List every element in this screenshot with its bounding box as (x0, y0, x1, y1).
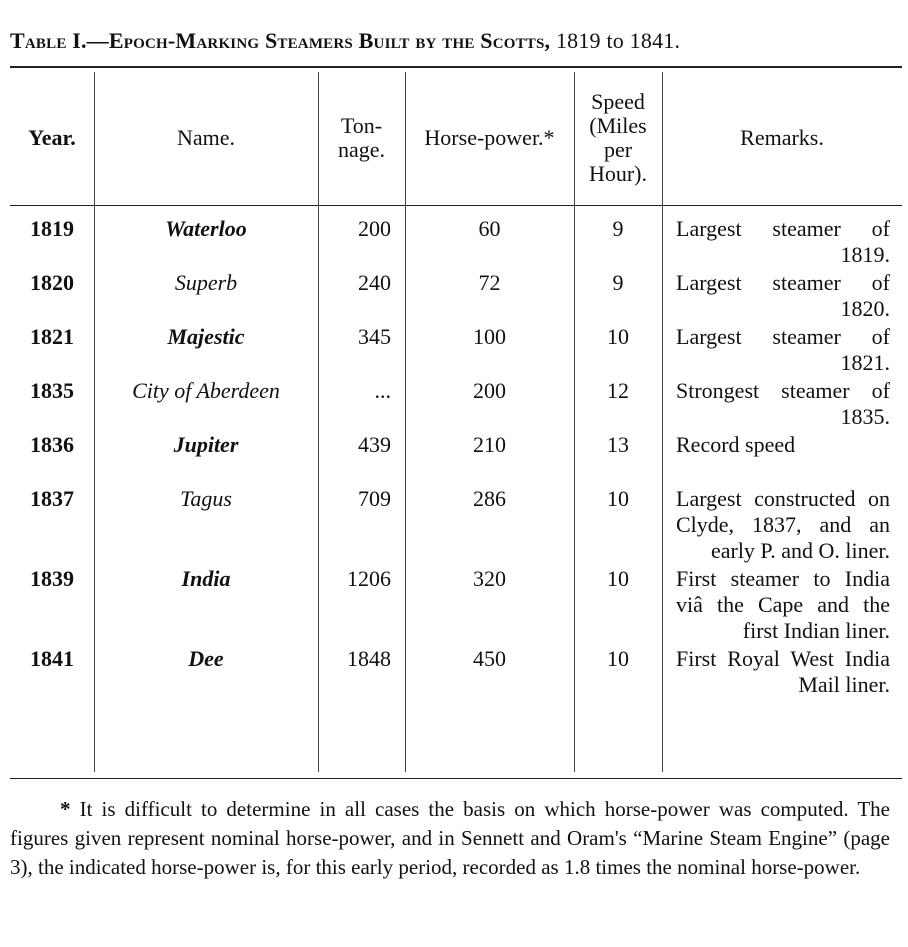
cell-tonnage: 200 (358, 216, 391, 241)
cell-year: 1819 (30, 216, 74, 241)
table-title-label: Table I.—Epoch-Marking Steamers Built by the Scotts, (10, 28, 551, 53)
cell-tonnage: 439 (358, 432, 391, 457)
header-tonnage: Ton-nage. (337, 113, 386, 162)
table-row (10, 566, 902, 646)
cell-tonnage: ... (374, 378, 391, 403)
cell-speed: 10 (607, 486, 629, 511)
cell-horse-power: 210 (473, 432, 506, 457)
table-row (10, 486, 902, 566)
cell-tonnage: 345 (358, 324, 391, 349)
cell-horse-power: 320 (473, 566, 506, 591)
cell-horse-power: 200 (473, 378, 506, 403)
cell-remarks: Largest constructed on Clyde, 1837, and an early P. and O. liner. (676, 486, 890, 563)
table-row (10, 432, 902, 486)
cell-speed: 9 (612, 216, 624, 241)
footnote-marker: * (60, 797, 71, 821)
cell-horse-power: 450 (473, 646, 506, 671)
cell-name: India (181, 566, 231, 591)
table-row (10, 324, 902, 378)
table-header-row (10, 72, 902, 204)
bottom-rule (10, 778, 902, 779)
header-speed: Speed (Miles per Hour). (588, 89, 648, 186)
header-remarks: Remarks. (740, 125, 824, 150)
header-year: Year. (28, 125, 76, 150)
cell-horse-power: 72 (478, 270, 501, 295)
cell-tonnage: 1206 (347, 566, 391, 591)
cell-name: Waterloo (165, 216, 247, 241)
top-rule (10, 66, 902, 68)
cell-speed: 12 (607, 378, 629, 403)
cell-name: City of Aberdeen (132, 378, 280, 403)
cell-year: 1821 (30, 324, 74, 349)
cell-year: 1835 (30, 378, 74, 403)
cell-tonnage: 709 (358, 486, 391, 511)
cell-speed: 10 (607, 566, 629, 591)
cell-remarks: Largest steamer of 1820. (676, 270, 890, 321)
cell-year: 1837 (30, 486, 74, 511)
cell-year: 1841 (30, 646, 74, 671)
header-name: Name. (176, 125, 236, 150)
cell-speed: 10 (607, 646, 629, 671)
table-title-years: 1819 to 1841. (555, 28, 681, 53)
cell-name: Superb (174, 270, 238, 295)
footnote-text: It is difficult to determine in all cases the basis on which horse-power was computed. The figures given represent nominal horse-power, and in Sennett and Oram's “Marine Steam Engine” (page 3), the indicated horse-power is, for this early period, recorded as 1.8 times the nominal horse-power. (10, 797, 891, 879)
cell-horse-power: 60 (478, 216, 501, 241)
cell-name: Tagus (180, 486, 232, 511)
table-row (10, 646, 902, 700)
table-row (10, 378, 902, 432)
cell-name: Majestic (167, 324, 245, 349)
cell-year: 1836 (30, 432, 74, 457)
cell-year: 1820 (30, 270, 74, 295)
cell-remarks: First Royal West India Mail liner. (676, 646, 890, 697)
cell-speed: 10 (607, 324, 629, 349)
cell-remarks: Strongest steamer of 1835. (676, 378, 890, 429)
cell-remarks: Largest steamer of 1821. (676, 324, 890, 375)
cell-tonnage: 1848 (347, 646, 391, 671)
table-row (10, 270, 902, 324)
cell-horse-power: 286 (473, 486, 506, 511)
cell-horse-power: 100 (473, 324, 506, 349)
footnote (10, 795, 890, 882)
cell-year: 1839 (30, 566, 74, 591)
table-row (10, 204, 902, 270)
steamers-table (10, 72, 902, 700)
cell-remarks: Largest steamer of 1819. (676, 216, 890, 267)
cell-remarks: First steamer to India viâ the Cape and the first Indian liner. (676, 566, 890, 643)
cell-speed: 13 (607, 432, 629, 457)
cell-tonnage: 240 (358, 270, 391, 295)
cell-remarks: Record speed (676, 432, 796, 457)
cell-name: Jupiter (173, 432, 239, 457)
cell-name: Dee (188, 646, 224, 671)
header-horse-power: Horse-power.* (424, 125, 555, 150)
table-title (10, 28, 900, 54)
cell-speed: 9 (612, 270, 624, 295)
